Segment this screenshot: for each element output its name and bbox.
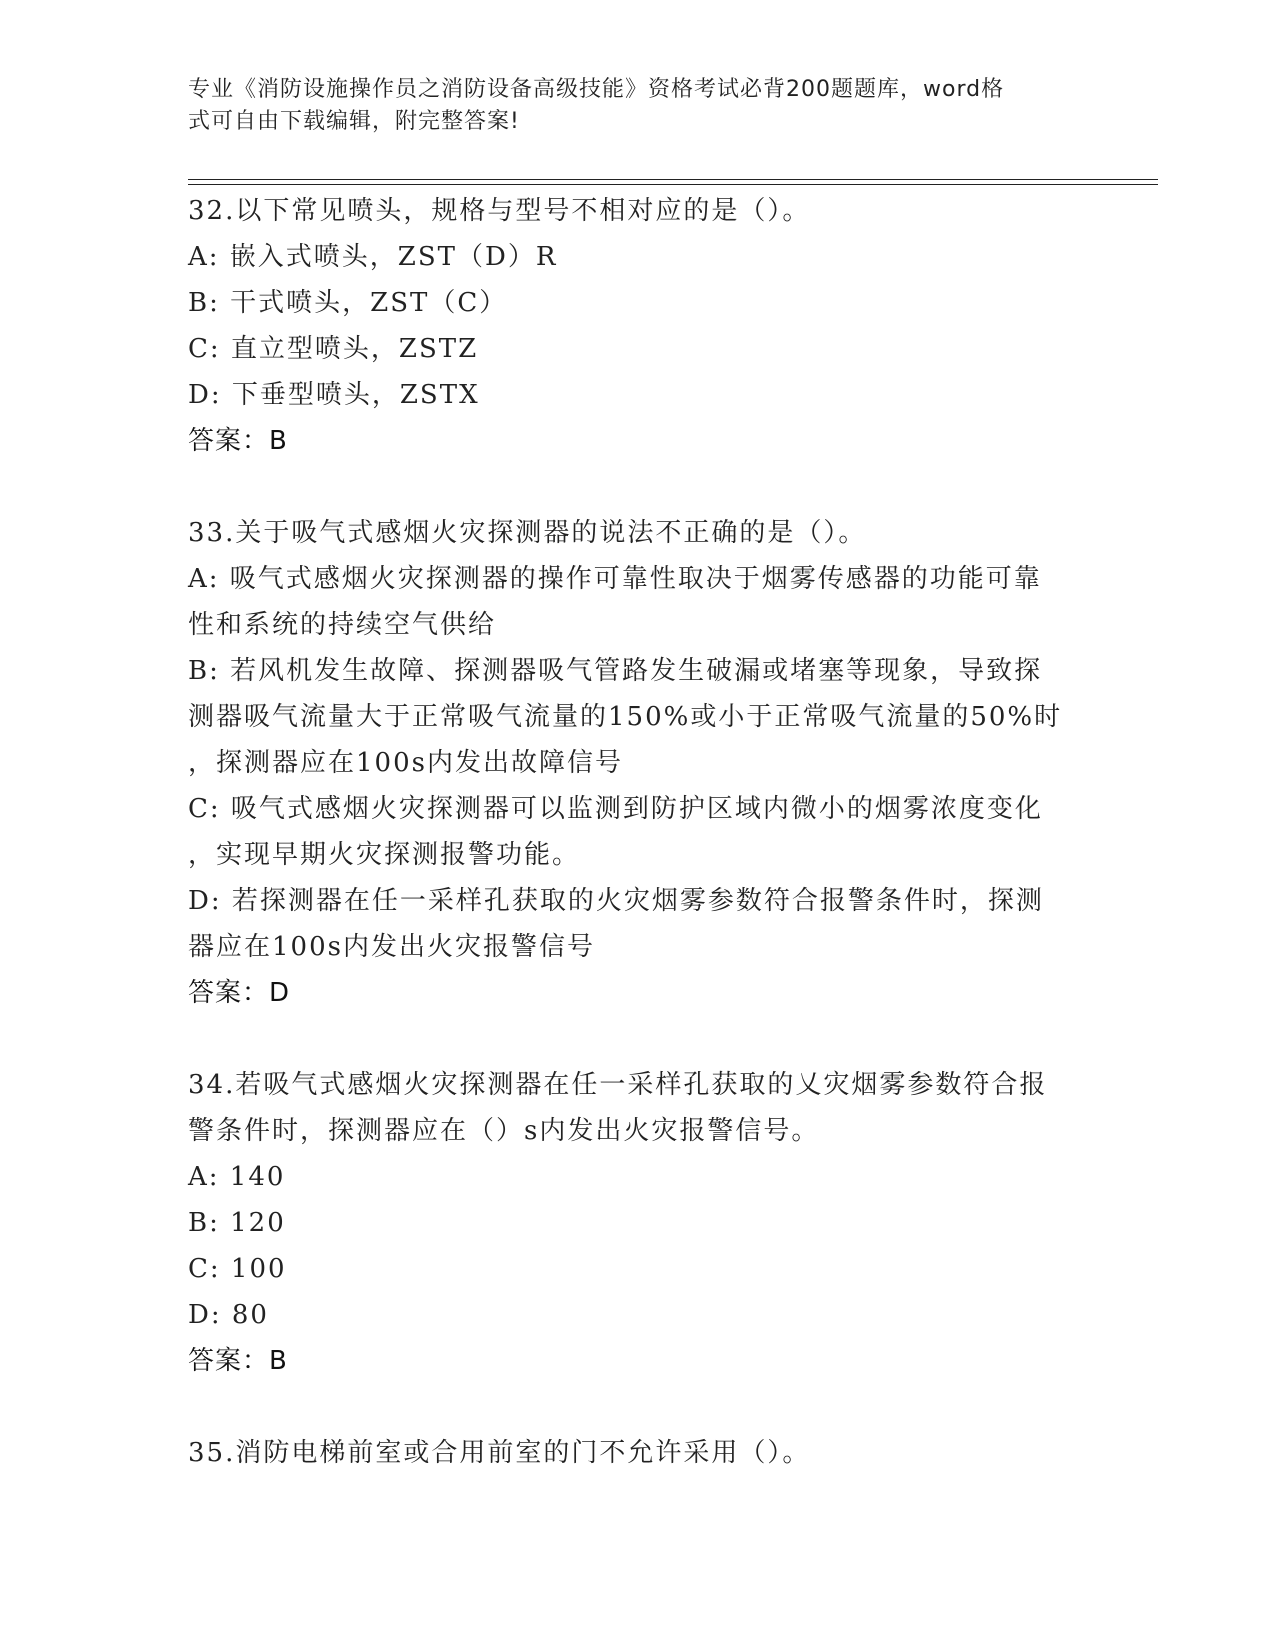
question-stem: 33.关于吸气式感烟火灾探测器的说法不正确的是（）。	[188, 518, 867, 548]
option-c: C: 100	[188, 1254, 287, 1284]
answer-line: 答案：B	[188, 1346, 288, 1376]
option-b: B: 干式喷头，ZST（C）	[188, 288, 508, 318]
question-34	[188, 1062, 1088, 1384]
question-33	[188, 510, 1088, 1016]
question-list	[188, 188, 1088, 1522]
question-35	[188, 1430, 1088, 1476]
option-b-line-2: 测器吸气流量大于正常吸气流量的150%或小于正常吸气流量的50%时	[188, 702, 1063, 732]
option-b: B: 120	[188, 1208, 286, 1238]
option-c	[188, 786, 1088, 878]
header-line-1: 专业《消防设施操作员之消防设备高级技能》资格考试必背200题题库，word格	[188, 77, 1005, 102]
option-c: C: 直立型喷头，ZSTZ	[188, 334, 479, 364]
option-d-line-1: D: 若探测器在任一采样孔获取的火灾烟雾参数符合报警条件时，探测	[188, 886, 1044, 916]
option-d-line-2: 器应在100s内发出火灾报警信号	[188, 932, 595, 962]
option-b-line-1: B: 若风机发生故障、探测器吸气管路发生破漏或堵塞等现象，导致探	[188, 656, 1043, 686]
question-32	[188, 188, 1088, 464]
option-d: D: 下垂型喷头，ZSTX	[188, 380, 480, 410]
header-line-2: 式可自由下载编辑，附完整答案!	[188, 109, 520, 134]
question-stem-line-2: 警条件时，探测器应在（）s内发出火灾报警信号。	[188, 1116, 820, 1146]
option-a-line-1: A: 吸气式感烟火灾探测器的操作可靠性取决于烟雾传感器的功能可靠	[188, 564, 1042, 594]
option-a-line-2: 性和系统的持续空气供给	[188, 610, 497, 640]
option-b	[188, 648, 1088, 786]
header-divider-top	[188, 179, 1158, 180]
answer-line: 答案：D	[188, 978, 291, 1008]
question-stem-line-1: 34.若吸气式感烟火灾探测器在任一采样孔获取的乂灾烟雾参数符合报	[188, 1070, 1048, 1100]
option-d: D: 80	[188, 1300, 269, 1330]
option-d	[188, 878, 1088, 970]
option-a: A: 嵌入式喷头，ZST（D）R	[188, 242, 558, 272]
option-a: A: 140	[188, 1162, 286, 1192]
question-stem: 35.消防电梯前室或合用前室的门不允许采用（）。	[188, 1438, 811, 1468]
option-a	[188, 556, 1088, 648]
option-c-line-2: ，实现早期火灾探测报警功能。	[188, 840, 581, 870]
question-stem: 32.以下常见喷头，规格与型号不相对应的是（）。	[188, 196, 811, 226]
answer-line: 答案：B	[188, 426, 288, 456]
header-divider-bottom	[188, 184, 1158, 185]
document-header	[188, 74, 1068, 138]
option-b-line-3: ，探测器应在100s内发出故障信号	[188, 748, 623, 778]
option-c-line-1: C: 吸气式感烟火灾探测器可以监测到防护区域内微小的烟雾浓度变化	[188, 794, 1043, 824]
